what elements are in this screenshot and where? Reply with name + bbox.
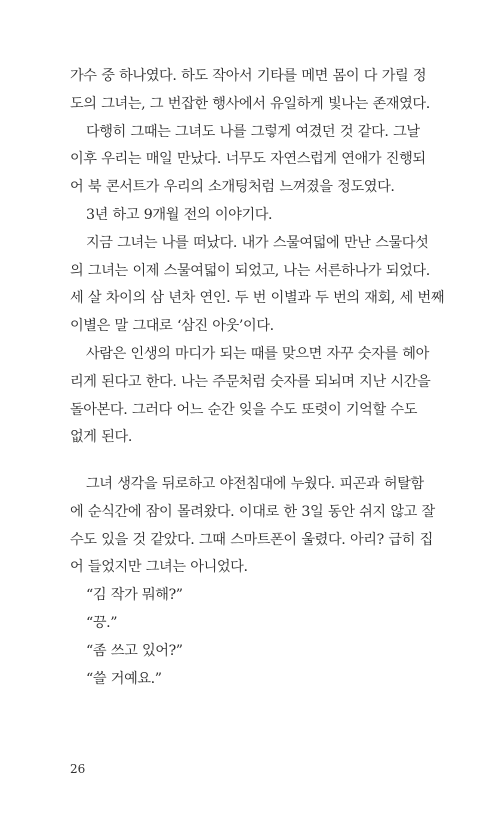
text-line: 돌아본다. 그러다 어느 순간 잊을 수도 또렷이 기억할 수도: [70, 401, 418, 418]
page-number: 26: [70, 762, 86, 776]
text-line: 그녀 생각을 뒤로하고 야전침대에 누웠다. 피곤과 허탈함: [86, 476, 424, 492]
text-line: 다행히 그때는 그녀도 나를 그렇게 여겼던 것 같다. 그날: [86, 123, 420, 140]
text-line: 리게 된다고 한다. 나는 주문처럼 숫자를 되뇌며 지난 시간을: [70, 373, 431, 390]
text-line: 어 북 콘서트가 우리의 소개팅처럼 느껴졌을 정도였다.: [70, 179, 395, 196]
text-line: 3년 하고 9개월 전의 이야기다.: [86, 206, 273, 223]
text-section-1: [70, 63, 445, 452]
text-line: 수도 있을 것 같았다. 그때 스마트폰이 울렸다. 아리? 급히 집: [70, 531, 433, 548]
dialogue-line: “끙.”: [86, 614, 118, 631]
text-line: 없게 된다.: [70, 429, 132, 446]
dialogue-line: “쓸 거예요.”: [86, 670, 162, 687]
text-line: 사람은 인생의 마디가 되는 때를 맞으면 자꾸 숫자를 헤아: [86, 345, 429, 362]
dialogue-line: “김 작가 뭐해?”: [86, 587, 183, 604]
dialogue-line: “좀 쓰고 있어?”: [86, 642, 183, 659]
text-line: 어 들었지만 그녀는 아니었다.: [70, 559, 248, 576]
text-line: 이후 우리는 매일 만났다. 너무도 자연스럽게 연애가 진행되: [70, 151, 426, 168]
text-line: 가수 중 하나였다. 하도 작아서 기타를 메면 몸이 다 가릴 정: [70, 68, 427, 84]
text-line: 지금 그녀는 나를 떠났다. 내가 스물여덟에 만난 스물다섯: [86, 234, 429, 251]
text-line: 세 살 차이의 삼 년차 연인. 두 번 이별과 두 번의 재회, 세 번째: [70, 290, 445, 307]
text-section-2: [70, 471, 440, 693]
text-line: 에 순식간에 잠이 몰려왔다. 이대로 한 3일 동안 쉬지 않고 잘: [70, 503, 435, 520]
text-line: 도의 그녀는, 그 번잡한 행사에서 유일하게 빛나는 존재였다.: [70, 95, 430, 112]
text-line: 이별은 말 그대로 ‘삼진 아웃’이다.: [70, 318, 274, 335]
text-line: 의 그녀는 이제 스물여덟이 되었고, 나는 서른하나가 되었다.: [70, 262, 430, 279]
